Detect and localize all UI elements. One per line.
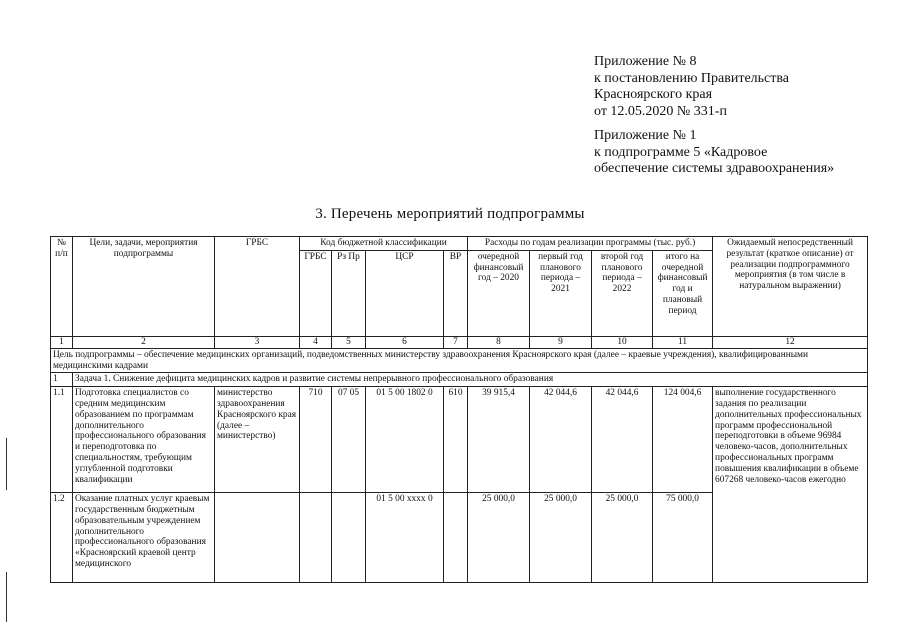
row-rzpr [332,493,366,583]
row-name: Подготовка специалистов со средним медицинским образованием по программам дополнительного профессионального образования и переподготовка по специальностям, требующим углубленной подготовки квалификации [73,387,215,493]
row-vr [444,493,468,583]
row-result: выполнение государственного задания по реализации дополнительных профессиональных программ профессиональной переподготовки в объеме 96984 человеко-часов, дополнительных профессиональных программ повышения квалификации в объеме 607268 человеко-часов ежегодно [713,387,868,583]
column-number: 3 [215,336,300,348]
row-grbs [300,493,332,583]
goal-row [51,348,868,373]
column-number: 4 [300,336,332,348]
row-2020: 25 000,0 [468,493,530,583]
header-grbs: ГРБС [215,237,300,337]
subheader-vr: ВР [444,250,468,336]
column-number: 11 [653,336,713,348]
scan-margin-line [6,438,7,490]
row-num: 1.1 [51,387,73,493]
header-result: Ожидаемый непосредственный результат (краткое описание) от реализации подпрограммного мероприятия (в том числе в натуральном выражении) [713,237,868,337]
row-grbs: 710 [300,387,332,493]
column-number: 7 [444,336,468,348]
row-2020: 39 915,4 [468,387,530,493]
column-number: 10 [592,336,653,348]
document-title: 3. Перечень мероприятий подпрограммы [315,206,585,222]
row-total: 124 004,6 [653,387,713,493]
row-2021: 25 000,0 [530,493,592,583]
row-name: Оказание платных услуг краевым государственным бюджетным образовательным учреждением дополнительного профессионального образования «Красноярский краевой центр медицинского [73,493,215,583]
column-number: 9 [530,336,592,348]
row-total: 75 000,0 [653,493,713,583]
row-vr: 610 [444,387,468,493]
appendix-1-reference: Приложение № 1 к подпрограмме 5 «Кадровое обеспечение системы здравоохранения» [594,128,835,176]
table-header-row [51,237,868,251]
task-num: 1 [51,373,73,387]
header-expenses: Расходы по годам реализации программы (тыс. руб.) [468,237,713,251]
row-2021: 42 044,6 [530,387,592,493]
row-grbs-name: министерство здравоохранения Красноярского края (далее – министерство) [215,387,300,493]
row-grbs-name [215,493,300,583]
row-2022: 25 000,0 [592,493,653,583]
header-budget-code: Код бюджетной классификации [300,237,468,251]
task-row [51,373,868,387]
subheader-total: итого на очередной финансовый год и плановый период [653,250,713,336]
row-rzpr: 07 05 [332,387,366,493]
column-number: 1 [51,336,73,348]
subheader-current-year: очередной финансовый год – 2020 [468,250,530,336]
subheader-rzpr: Рз Пр [332,250,366,336]
subheader-second-year: второй год планового периода – 2022 [592,250,653,336]
row-csr: 01 5 00 xxxx 0 [366,493,444,583]
header-goals: Цели, задачи, мероприятия подпрограммы [73,237,215,337]
appendix-8-reference: Приложение № 8 к постановлению Правительства Красноярского края от 12.05.2020 № 331-п [594,54,790,119]
goal-text: Цель подпрограммы – обеспечение медицинских организаций, подведомственных министерству здравоохранения Красноярского края (далее – краевые учреждения), квалифицированными медицинскими кадрами [51,348,868,373]
header-num: № п/п [51,237,73,337]
column-number: 5 [332,336,366,348]
scan-margin-line [6,572,7,622]
column-number: 12 [713,336,868,348]
subheader-grbs: ГРБС [300,250,332,336]
row-num: 1.2 [51,493,73,583]
subheader-csr: ЦСР [366,250,444,336]
table-row [51,387,868,493]
column-number: 2 [73,336,215,348]
row-2022: 42 044,6 [592,387,653,493]
row-csr: 01 5 00 1802 0 [366,387,444,493]
subheader-first-year: первый год планового периода – 2021 [530,250,592,336]
task-text: Задача 1. Снижение дефицита медицинских кадров и развитие системы непрерывного профессионального образования [73,373,868,387]
measures-table [50,236,868,583]
column-number: 8 [468,336,530,348]
column-number: 6 [366,336,444,348]
column-number-row [51,336,868,348]
